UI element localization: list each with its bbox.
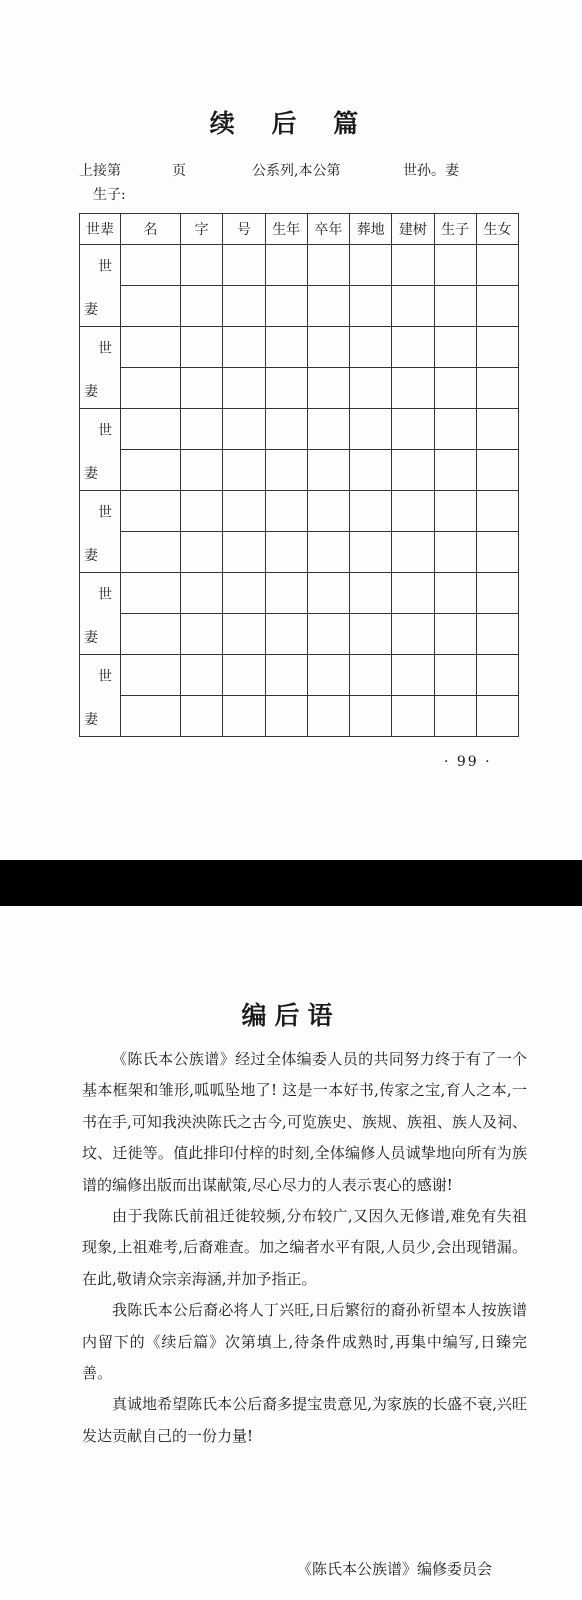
generation-label: 世 — [98, 341, 112, 357]
blank-cell — [181, 409, 223, 450]
table-row — [80, 327, 519, 368]
blank-cell — [223, 450, 265, 491]
blank-cell — [434, 491, 476, 532]
blank-cell — [121, 532, 181, 573]
page-title: 续 后 篇 — [209, 109, 373, 138]
afterword-page — [0, 906, 582, 1600]
table-row — [80, 614, 519, 655]
generation-label: 世 — [98, 505, 112, 521]
blank-cell — [350, 409, 392, 450]
column-header: 字 — [181, 214, 223, 245]
header-page-label: 页 — [172, 163, 186, 179]
header-prefix: 上接第 — [79, 163, 121, 179]
paragraph: 我陈氏本公后裔必将人丁兴旺,日后繁衍的裔孙祈望本人按族谱内留下的《续后篇》次第填上,待条件成熟时,再集中编写,日臻完善。 — [82, 1301, 527, 1383]
blank-cell — [181, 614, 223, 655]
blank-cell — [350, 450, 392, 491]
blank-cell — [476, 368, 518, 409]
table-row — [80, 368, 519, 409]
blank-cell — [434, 286, 476, 327]
blank-cell — [476, 532, 518, 573]
blank-cell — [392, 327, 434, 368]
table-row — [80, 450, 519, 491]
blank-cell — [181, 532, 223, 573]
blank-cell — [223, 696, 265, 737]
blank-cell — [121, 655, 181, 696]
blank-cell — [223, 286, 265, 327]
blank-cell — [350, 245, 392, 286]
blank-cell — [434, 409, 476, 450]
blank-cell — [434, 696, 476, 737]
blank-cell — [476, 696, 518, 737]
blank-cell — [223, 409, 265, 450]
paragraph: 真诚地希望陈氏本公后裔多提宝贵意见,为家族的长盛不衰,兴旺发达贡献自己的一份力量! — [82, 1395, 527, 1445]
blank-cell — [265, 327, 307, 368]
table-row — [80, 532, 519, 573]
blank-cell — [434, 532, 476, 573]
blank-cell — [265, 573, 307, 614]
generation-label: 世 — [98, 423, 112, 439]
blank-cell — [121, 573, 181, 614]
column-header: 建树 — [392, 214, 434, 245]
generation-label: 世 — [98, 669, 112, 685]
column-header: 生子 — [434, 214, 476, 245]
blank-cell — [181, 696, 223, 737]
table-row — [80, 573, 519, 614]
blank-cell — [181, 655, 223, 696]
blank-cell — [265, 655, 307, 696]
page-separator — [0, 860, 582, 906]
blank-cell — [350, 286, 392, 327]
page-number: · 99 · — [444, 754, 492, 770]
table-row — [80, 286, 519, 327]
blank-cell — [307, 327, 349, 368]
blank-cell — [392, 532, 434, 573]
blank-cell — [392, 614, 434, 655]
table-row — [80, 491, 519, 532]
wife-label: 妻 — [84, 712, 98, 728]
table-header-row — [80, 214, 519, 245]
blank-cell — [307, 245, 349, 286]
blank-cell — [265, 368, 307, 409]
blank-cell — [307, 532, 349, 573]
wife-label: 妻 — [84, 548, 98, 564]
blank-cell — [223, 614, 265, 655]
blank-cell — [307, 409, 349, 450]
blank-cell — [476, 327, 518, 368]
column-header: 卒年 — [307, 214, 349, 245]
blank-cell — [223, 491, 265, 532]
blank-cell — [350, 491, 392, 532]
page-title: 编后语 — [241, 1001, 341, 1030]
generation-cell — [80, 573, 121, 655]
blank-cell — [434, 614, 476, 655]
blank-cell — [223, 532, 265, 573]
blank-cell — [121, 491, 181, 532]
generation-cell — [80, 327, 121, 409]
blank-cell — [434, 450, 476, 491]
header-children-label: 生子: — [93, 187, 126, 203]
blank-cell — [181, 450, 223, 491]
blank-cell — [121, 450, 181, 491]
blank-cell — [392, 696, 434, 737]
blank-cell — [476, 409, 518, 450]
afterword-body — [82, 1044, 527, 1452]
blank-cell — [392, 450, 434, 491]
blank-cell — [223, 655, 265, 696]
column-header: 号 — [223, 214, 265, 245]
blank-cell — [265, 450, 307, 491]
generation-label: 世 — [98, 587, 112, 603]
header-generation-label: 世孙。妻 — [403, 163, 459, 179]
blank-cell — [181, 491, 223, 532]
blank-cell — [476, 286, 518, 327]
generation-cell — [80, 655, 121, 737]
wife-label: 妻 — [84, 630, 98, 646]
blank-cell — [265, 491, 307, 532]
blank-cell — [392, 655, 434, 696]
blank-cell — [307, 286, 349, 327]
blank-cell — [350, 696, 392, 737]
generation-cell — [80, 491, 121, 573]
wife-label: 妻 — [84, 384, 98, 400]
column-header: 世辈 — [80, 214, 121, 245]
blank-cell — [350, 573, 392, 614]
blank-cell — [121, 286, 181, 327]
blank-cell — [265, 245, 307, 286]
blank-cell — [307, 614, 349, 655]
blank-cell — [121, 368, 181, 409]
blank-cell — [350, 655, 392, 696]
blank-cell — [307, 450, 349, 491]
blank-cell — [121, 696, 181, 737]
column-header: 葬地 — [350, 214, 392, 245]
column-header: 名 — [121, 214, 181, 245]
blank-cell — [350, 327, 392, 368]
blank-cell — [121, 614, 181, 655]
blank-cell — [434, 245, 476, 286]
wife-label: 妻 — [84, 302, 98, 318]
column-header: 生女 — [476, 214, 518, 245]
blank-cell — [307, 491, 349, 532]
blank-cell — [121, 409, 181, 450]
blank-cell — [392, 491, 434, 532]
blank-cell — [181, 573, 223, 614]
paragraph: 《陈氏本公族谱》经过全体编委人员的共同努力终于有了一个基本框架和雏形,呱呱坠地了! 这是一本好书,传家之宝,育人之本,一书在手,可知我泱泱陈氏之古今,可览族史、族规、族祖、族人及祠、坟、迁徙等。值此排印付梓的时刻,全体编修人员诚挚地向所有为族谱的编修出版而出谋献策,尽心尽力的人表示衷心的感谢! — [82, 1050, 527, 1194]
blank-cell — [476, 655, 518, 696]
header-lineage-label: 公系列,本公第 — [252, 163, 341, 179]
blank-cell — [476, 450, 518, 491]
blank-cell — [121, 327, 181, 368]
blank-cell — [223, 327, 265, 368]
blank-cell — [392, 245, 434, 286]
blank-cell — [434, 655, 476, 696]
column-header: 生年 — [265, 214, 307, 245]
blank-cell — [392, 286, 434, 327]
blank-cell — [265, 409, 307, 450]
blank-cell — [392, 573, 434, 614]
blank-cell — [476, 491, 518, 532]
blank-cell — [350, 368, 392, 409]
table-row — [80, 409, 519, 450]
blank-cell — [265, 532, 307, 573]
blank-cell — [476, 614, 518, 655]
blank-cell — [265, 614, 307, 655]
blank-cell — [307, 368, 349, 409]
blank-cell — [121, 245, 181, 286]
blank-cell — [181, 368, 223, 409]
blank-cell — [223, 573, 265, 614]
blank-cell — [434, 368, 476, 409]
signature: 《陈氏本公族谱》编修委员会 — [297, 1560, 493, 1578]
genealogy-table — [79, 213, 519, 737]
generation-label: 世 — [98, 259, 112, 275]
generation-cell — [80, 409, 121, 491]
paragraph: 由于我陈氏前祖迁徙较频,分布较广,又因久无修谱,难免有失祖现象,上祖难考,后裔难查。加之编者水平有限,人员少,会出现错漏。在此,敬请众宗亲海涵,并加予指正。 — [82, 1207, 527, 1288]
generation-cell — [80, 245, 121, 327]
blank-cell — [181, 327, 223, 368]
blank-cell — [307, 655, 349, 696]
blank-cell — [392, 409, 434, 450]
blank-cell — [476, 573, 518, 614]
blank-cell — [350, 532, 392, 573]
blank-cell — [307, 696, 349, 737]
blank-cell — [476, 245, 518, 286]
blank-cell — [434, 327, 476, 368]
blank-cell — [307, 573, 349, 614]
wife-label: 妻 — [84, 466, 98, 482]
table-row — [80, 655, 519, 696]
blank-cell — [265, 696, 307, 737]
blank-cell — [181, 245, 223, 286]
table-row — [80, 245, 519, 286]
table-row — [80, 696, 519, 737]
blank-cell — [392, 368, 434, 409]
blank-cell — [265, 286, 307, 327]
blank-cell — [434, 573, 476, 614]
blank-cell — [181, 286, 223, 327]
blank-cell — [223, 368, 265, 409]
blank-cell — [350, 614, 392, 655]
blank-cell — [223, 245, 265, 286]
